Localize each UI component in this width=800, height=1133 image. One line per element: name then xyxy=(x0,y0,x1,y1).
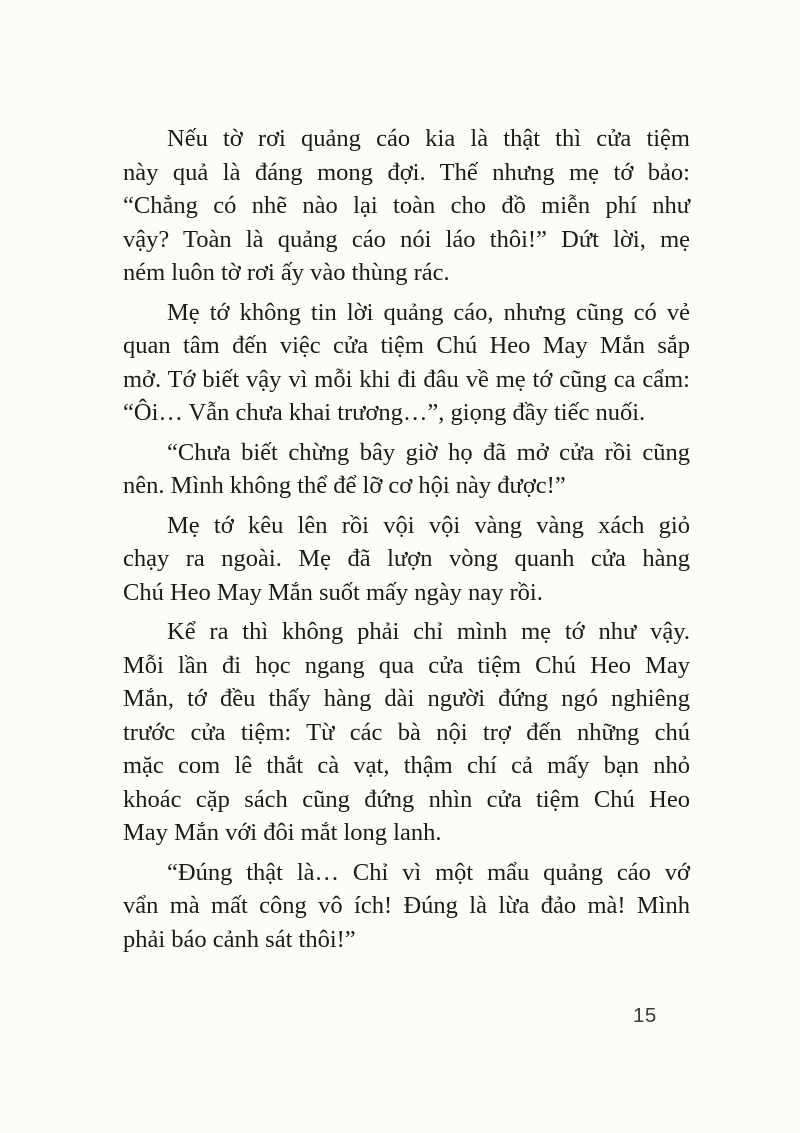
text-line: Mỗi lần đi học ngang qua cửa tiệm Chú Heo May xyxy=(123,651,690,679)
text-line: quan tâm đến việc cửa tiệm Chú Heo May Mắn sắp xyxy=(123,332,690,359)
text-line: ném luôn tờ rơi ấy vào thùng rác. xyxy=(123,259,450,286)
text-line: khoác cặp sách cũng đứng nhìn cửa tiệm Chú Heo xyxy=(123,785,690,813)
text-line: mở. Tớ biết vậy vì mỗi khi đi đâu về mẹ tớ cũng ca cẩm: xyxy=(123,365,690,393)
page-number: 15 xyxy=(633,1004,657,1027)
text-line: chạy ra ngoài. Mẹ đã lượn vòng quanh cửa hàng xyxy=(123,545,690,572)
text-line: Mẹ tớ kêu lên rồi vội vội vàng vàng xách giỏ xyxy=(167,511,690,539)
text-line: này quả là đáng mong đợi. Thế nhưng mẹ tớ bảo: xyxy=(123,158,690,186)
text-line: Nếu tờ rơi quảng cáo kia là thật thì cửa tiệm xyxy=(167,125,690,152)
paragraph xyxy=(123,122,690,290)
text-line: “Chưa biết chừng bây giờ họ đã mở cửa rồi cũng xyxy=(167,438,690,466)
paragraph xyxy=(123,856,690,957)
text-line: Kể ra thì không phải chỉ mình mẹ tớ như vậy. xyxy=(167,618,690,645)
text-line: “Ôi… Vẫn chưa khai trương…”, giọng đầy tiếc nuối. xyxy=(123,399,646,426)
text-line: “Đúng thật là… Chỉ vì một mẩu quảng cáo vớ xyxy=(167,858,690,886)
paragraph xyxy=(123,296,690,430)
text-line: nên. Mình không thể để lỡ cơ hội này được!” xyxy=(123,472,566,499)
text-line: vậy? Toàn là quảng cáo nói láo thôi!” Dứt lời, mẹ xyxy=(123,225,690,253)
text-line: phải báo cảnh sát thôi!” xyxy=(123,925,356,953)
text-line: May Mắn với đôi mắt long lanh. xyxy=(123,819,442,846)
text-line: vẩn mà mất công vô ích! Đúng là lừa đảo mà! Mình xyxy=(123,892,690,919)
text-block xyxy=(123,122,690,962)
text-line: Chú Heo May Mắn suốt mấy ngày nay rồi. xyxy=(123,578,543,606)
paragraph xyxy=(123,436,690,503)
text-line: Mắn, tớ đều thấy hàng dài người đứng ngó nghiêng xyxy=(123,685,690,712)
text-line: trước cửa tiệm: Từ các bà nội trợ đến những chú xyxy=(123,718,690,746)
text-line: Mẹ tớ không tin lời quảng cáo, nhưng cũng có vẻ xyxy=(167,298,690,326)
text-line: “Chẳng có nhẽ nào lại toàn cho đồ miễn phí như xyxy=(123,192,690,219)
text-line: mặc com lê thắt cà vạt, thậm chí cả mấy bạn nhỏ xyxy=(123,752,690,779)
paragraph xyxy=(123,615,690,850)
paragraph xyxy=(123,509,690,610)
